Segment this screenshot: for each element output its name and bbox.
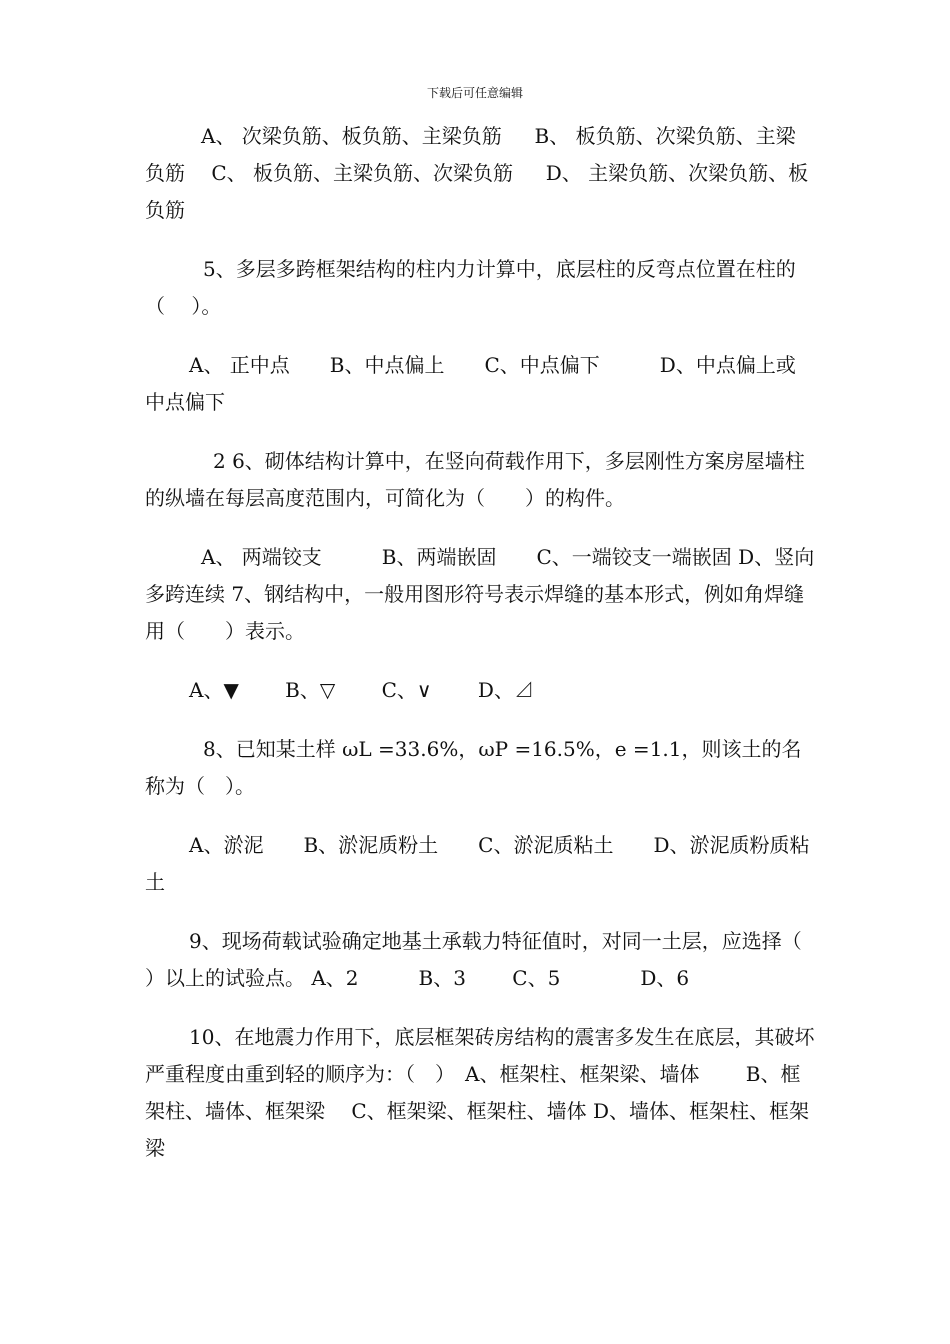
q9-question: 9、现场荷载试验确定地基土承载力特征值时，对同一土层，应选择（ ）以上的试验点。 A、2 B、3 C、5 D、6 (145, 929, 829, 990)
q8-question: 8、已知某土样 ωL =33.6%，ωP =16.5%，e =1.1，则该土的名称为（ ）。 (145, 737, 802, 798)
q5-question: 5、多层多跨框架结构的柱内力计算中，底层柱的反弯点位置在柱的（ ）。 (145, 257, 796, 318)
q8-options: A、淤泥 B、淤泥质粉土 C、淤泥质粘土 D、淤泥质粉质粘土 (145, 833, 810, 894)
q6-question: 2 6、砌体结构计算中，在竖向荷载作用下，多层刚性方案房屋墙柱的纵墙在每层高度范围内，可简化为（ ）的构件。 (145, 449, 805, 510)
q4-options: A、 次梁负筋、板负筋、主梁负筋 B、 板负筋、次梁负筋、主梁负筋 C、 板负筋、主梁负筋、次梁负筋 D、 主梁负筋、次梁负筋、板负筋 (145, 124, 809, 222)
page-header: 下载后可任意编辑 (426, 86, 523, 100)
q5-options: A、 正中点 B、中点偏上 C、中点偏下 D、中点偏上或中点偏下 (145, 353, 796, 414)
document-body (145, 118, 829, 1189)
q10-question: 10、在地震力作用下，底层框架砖房结构的震害多发生在底层，其破坏严重程度由重到轻的顺序为：（ ） A、框架柱、框架梁、墙体 B、框架柱、墙体、框架梁 C、框架梁、框架柱、墙体 D、墙体、框架柱、框架梁 (145, 1025, 815, 1160)
q7-options: A、▼ B、▽ C、∨ D、⊿ (189, 678, 534, 702)
q6-options-q7-question: A、 两端铰支 B、两端嵌固 C、一端铰支一端嵌固 D、竖向多跨连续 7、钢结构中，一般用图形符号表示焊缝的基本形式，例如角焊缝用（ ）表示。 (145, 545, 815, 643)
